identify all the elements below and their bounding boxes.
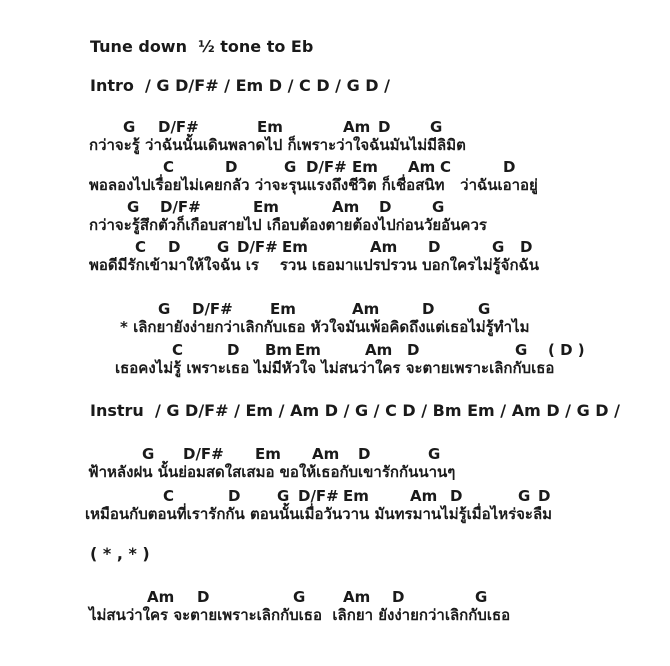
chord-symbol: Em xyxy=(255,445,281,463)
chord-symbol: D xyxy=(450,487,463,505)
chord-symbol: D xyxy=(227,341,240,359)
chord-symbol: D xyxy=(168,238,181,256)
chord-symbol: G xyxy=(127,198,140,216)
chord-symbol: G xyxy=(293,588,306,606)
heading-line: Instru / G D/F# / Em / Am D / G / C D / Bm Em / Am D / G D / xyxy=(90,401,620,420)
chord-symbol: C xyxy=(135,238,147,256)
chord-symbol: G xyxy=(428,445,441,463)
chord-symbol: G xyxy=(492,238,505,256)
chord-symbol: Am xyxy=(365,341,393,359)
chord-symbol: D xyxy=(358,445,371,463)
chord-symbol: D xyxy=(503,158,516,176)
lyric-line: ฟ้าหลังฝน นั้นย่อมสดใสเสมอ ขอให้เธอกับเขารักกันนานๆ xyxy=(88,463,456,481)
chord-symbol: G xyxy=(430,118,443,136)
chord-row xyxy=(0,446,670,464)
chord-symbol: Em xyxy=(343,487,369,505)
lyric-line: กว่าจะรู้สึกตัวก็เกือบสายไป เกือบต้องตายต้องไปก่อนวัยอันควร xyxy=(89,216,487,234)
chord-symbol: D/F# xyxy=(158,118,199,136)
lyric-line: * เลิกยายังง่ายกว่าเลิกกับเธอ หัวใจมันเพ้อคิดถึงแต่เธอไม่รู้ทำไม xyxy=(120,318,530,336)
chord-symbol: C xyxy=(172,341,184,359)
chord-symbol: D xyxy=(520,238,533,256)
chord-row xyxy=(0,239,670,257)
heading-line: Tune down ½ tone to Eb xyxy=(90,37,314,56)
chord-symbol: D/F# xyxy=(237,238,278,256)
chord-symbol: D/F# xyxy=(306,158,347,176)
chord-symbol: G xyxy=(284,158,297,176)
chord-symbol: D xyxy=(197,588,210,606)
chord-symbol: C xyxy=(440,158,452,176)
chord-symbol: Am xyxy=(343,118,371,136)
chord-symbol: Am xyxy=(332,198,360,216)
chord-symbol: G xyxy=(217,238,230,256)
chord-symbol: G xyxy=(158,300,171,318)
chord-symbol: Am xyxy=(147,588,175,606)
heading-line: Intro / G D/F# / Em D / C D / G D / xyxy=(90,76,390,95)
chord-symbol: D/F# xyxy=(160,198,201,216)
chord-symbol: D xyxy=(228,487,241,505)
chord-row xyxy=(0,488,670,506)
chord-symbol: D xyxy=(392,588,405,606)
chord-symbol: D xyxy=(378,118,391,136)
chord-symbol: D xyxy=(538,487,551,505)
chord-symbol: G xyxy=(478,300,491,318)
lyric-line: พอลองไปเรื่อยไม่เคยกลัว ว่าจะรุนแรงถึงชีวิต ก็เชื่อสนิท ว่าฉันเอาอยู่ xyxy=(89,176,538,194)
chord-symbol: Bm xyxy=(265,341,293,359)
chord-symbol: G xyxy=(518,487,531,505)
chord-symbol: Am xyxy=(410,487,438,505)
chord-symbol: D xyxy=(428,238,441,256)
chord-symbol: C xyxy=(163,158,175,176)
chord-symbol: D xyxy=(379,198,392,216)
chord-symbol: G xyxy=(142,445,155,463)
chord-symbol: D/F# xyxy=(183,445,224,463)
lyric-line: ไม่สนว่าใคร จะตายเพราะเลิกกับเธอ เลิกยา ยังง่ายกว่าเลิกกับเธอ xyxy=(89,606,511,624)
chord-symbol: Am xyxy=(312,445,340,463)
chord-symbol: D/F# xyxy=(298,487,339,505)
lyric-line: เธอคงไม่รู้ เพราะเธอ ไม่มีหัวใจ ไม่สนว่าใคร จะตายเพราะเลิกกับเธอ xyxy=(115,359,555,377)
chord-symbol: D xyxy=(407,341,420,359)
lyric-line: พอดีมีรักเข้ามาให้ใจฉัน เร รวน เธอมาแปรปรวน บอกใครไม่รู้จักฉัน xyxy=(89,256,540,274)
chord-symbol: D xyxy=(422,300,435,318)
chord-symbol: ( D ) xyxy=(548,341,585,359)
chord-row xyxy=(0,342,670,360)
chord-symbol: Em xyxy=(270,300,296,318)
chord-symbol: Em xyxy=(257,118,283,136)
chord-row xyxy=(0,159,670,177)
chord-symbol: D xyxy=(225,158,238,176)
chord-symbol: G xyxy=(475,588,488,606)
chord-symbol: G xyxy=(432,198,445,216)
lyric-line: เหมือนกับตอนที่เรารักกัน ตอนนั้นเมื่อวันวาน มันทรมานไม่รู้เมื่อไหร่จะลืม xyxy=(85,505,553,523)
chord-symbol: Am xyxy=(343,588,371,606)
chord-symbol: Em xyxy=(282,238,308,256)
chord-symbol: Am xyxy=(370,238,398,256)
lyric-line: กว่าจะรู้ ว่าฉันนั้นเดินพลาดไป ก็เพราะว่าใจฉันมันไม่มีลิมิต xyxy=(89,136,466,154)
chord-symbol: G xyxy=(515,341,528,359)
chord-symbol: Em xyxy=(253,198,279,216)
chord-symbol: G xyxy=(123,118,136,136)
chord-row xyxy=(0,199,670,217)
chord-symbol: Em xyxy=(295,341,321,359)
marker-line: ( * , * ) xyxy=(90,544,150,563)
chord-row xyxy=(0,119,670,137)
chord-symbol: D/F# xyxy=(192,300,233,318)
chord-symbol: Am xyxy=(352,300,380,318)
chord-row xyxy=(0,589,670,607)
chord-symbol: Em xyxy=(352,158,378,176)
chord-row xyxy=(0,301,670,319)
chord-symbol: G xyxy=(277,487,290,505)
chord-symbol: C xyxy=(163,487,175,505)
chord-symbol: Am xyxy=(408,158,436,176)
